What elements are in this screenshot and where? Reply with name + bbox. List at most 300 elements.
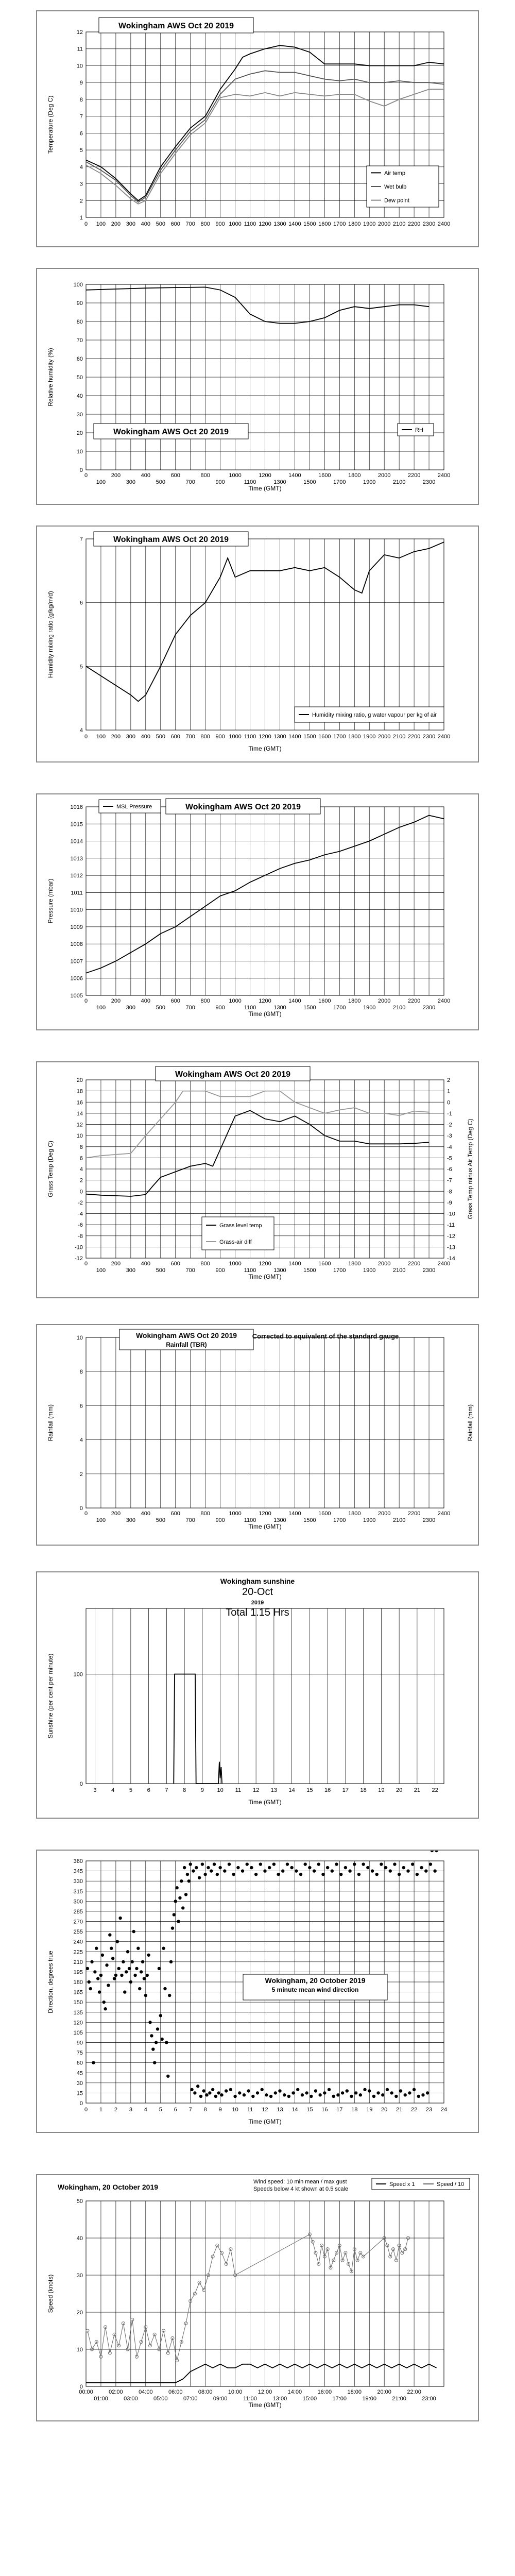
legend-label: Speed / 10 (437, 2181, 465, 2188)
x-tick-label: 2400 (437, 1511, 451, 1517)
data-point (429, 1862, 432, 1866)
x-tick-label: 14 (288, 1787, 295, 1793)
y-tick-label: 1012 (70, 873, 83, 879)
data-point (366, 1866, 369, 1869)
data-point (156, 2027, 159, 2030)
y-tick-label: 8 (79, 1369, 83, 1376)
x-tick-label: 900 (215, 734, 225, 740)
x-tick-label: 17 (342, 1787, 349, 1793)
x-tick-label: 300 (126, 1267, 136, 1274)
y-tick-label: 10 (76, 1133, 83, 1140)
y-tick-label: 20 (76, 2310, 83, 2316)
x-tick-label: 800 (200, 472, 210, 479)
data-point (166, 2075, 169, 2078)
x-axis-title: Time (GMT) (248, 1273, 282, 1280)
chart-title: Wokingham AWS Oct 20 2019 (185, 803, 301, 811)
data-point (199, 2095, 202, 2098)
data-point (420, 1866, 423, 1869)
chart-note-2: Speeds below 4 kt shown at 0.5 scale (253, 2186, 349, 2192)
x-tick-label: 200 (111, 1261, 121, 1267)
data-point (210, 1869, 213, 1872)
data-point (165, 2041, 168, 2044)
pressure-chart (37, 794, 478, 1029)
x-tick-label: 20 (381, 2107, 388, 2113)
x-tick-label: 1900 (363, 1517, 376, 1523)
x-tick-label: 300 (126, 1517, 136, 1523)
y-tick-label: 330 (73, 1878, 83, 1885)
x-tick-label: 600 (170, 1511, 180, 1517)
x-tick-label: 1400 (288, 998, 301, 1004)
x-tick-label: 1600 (318, 1261, 331, 1267)
data-point (143, 1977, 146, 1980)
data-point (394, 2095, 398, 2098)
y-tick-label: -2 (78, 1199, 83, 1206)
data-point (88, 1980, 91, 1984)
x-tick-label: 16 (321, 2107, 328, 2113)
y-tick-label: 1007 (70, 958, 83, 965)
x-tick-label: 8 (203, 2107, 207, 2113)
x-tick-label: 2000 (377, 472, 391, 479)
y-tick-label: 5 (79, 147, 83, 154)
y-tick-label: 360 (73, 1858, 83, 1865)
data-point (362, 1862, 365, 1866)
y-tick-label: 1 (79, 215, 83, 221)
data-point (140, 1970, 143, 1973)
data-point (187, 1879, 191, 1883)
x-tick-label: 2100 (392, 1005, 406, 1011)
x-tick-label: 200 (111, 221, 121, 227)
x-tick-label: 1100 (244, 1517, 256, 1523)
x-tick-label: 1600 (318, 221, 331, 227)
data-point (269, 2095, 272, 2098)
x-tick-label: 0 (84, 998, 88, 1004)
x-tick-label: 5 (129, 1787, 132, 1793)
chart-title: Wokingham sunshine (220, 1577, 295, 1585)
data-point (158, 1967, 161, 1970)
y2-tick-label: 2 (447, 1077, 451, 1083)
data-point (116, 1940, 119, 1943)
x-tick-label: 0 (84, 734, 88, 740)
x-tick-label: 2300 (422, 479, 436, 485)
data-point (384, 1866, 387, 1869)
x-tick-label: 400 (141, 1261, 151, 1267)
data-point (207, 1866, 210, 1869)
y2-tick-label: -6 (447, 1166, 452, 1173)
y-axis-title: Relative humidity (%) (47, 348, 54, 406)
y-tick-label: 1011 (71, 890, 83, 896)
y-tick-label: 7 (79, 113, 83, 120)
y-tick-label: 1010 (70, 907, 83, 913)
y-tick-label: 30 (76, 412, 83, 418)
x-tick-label: 1400 (288, 734, 301, 740)
y-tick-label: -4 (78, 1211, 83, 1217)
x-tick-label: 1800 (348, 734, 361, 740)
data-point (317, 1862, 320, 1866)
data-point (201, 1862, 204, 1866)
y-axis-title: Rainfall (mm) (47, 1404, 54, 1442)
y-tick-label: 1013 (70, 855, 83, 862)
y-tick-label: -12 (75, 1256, 83, 1262)
chart-title: Wokingham AWS Oct 20 2019 (113, 535, 229, 544)
x-tick-label: 4 (111, 1787, 115, 1793)
data-point (168, 1994, 171, 1997)
x-tick-label: 1700 (333, 1267, 346, 1274)
data-point (117, 1967, 121, 1970)
y-tick-label: 135 (73, 2009, 83, 2016)
chart-title: Wokingham AWS Oct 20 2019 (113, 428, 229, 436)
y-tick-label: 8 (79, 1144, 83, 1150)
y-tick-label: 0 (79, 2100, 83, 2107)
x-tick-label: 100 (96, 1267, 106, 1274)
x-tick-label: 12:00 (258, 2389, 272, 2395)
y-axis-title: Speed (knots) (47, 2274, 54, 2313)
data-point (296, 2088, 299, 2091)
x-tick-label: 2100 (392, 1517, 406, 1523)
data-point (153, 2061, 156, 2064)
x-tick-label: 200 (111, 998, 121, 1004)
x-tick-label: 500 (156, 1517, 165, 1523)
data-point (89, 1987, 92, 1990)
y-tick-label: 75 (76, 2050, 83, 2057)
x-tick-label: 1900 (363, 1005, 376, 1011)
y-tick-label: 12 (76, 29, 83, 36)
x-tick-label: 400 (141, 221, 151, 227)
x-tick-label: 1600 (318, 472, 331, 479)
x-tick-label: 16:00 (317, 2389, 332, 2395)
data-point (290, 1866, 293, 1869)
data-point (277, 1873, 280, 1876)
data-point (90, 1960, 93, 1963)
y-tick-label: 12 (76, 1122, 83, 1128)
y-tick-label: 50 (76, 375, 83, 381)
x-tick-label: 400 (141, 998, 151, 1004)
data-point (99, 1974, 102, 1977)
x-tick-label: 1200 (259, 734, 271, 740)
data-point (136, 1947, 140, 1950)
data-point (148, 2021, 151, 2024)
title-box (94, 532, 248, 546)
data-point (236, 1866, 239, 1869)
x-tick-label: 2000 (377, 734, 391, 740)
x-tick-label: 14:00 (287, 2389, 302, 2395)
y-tick-label: 240 (73, 1939, 83, 1945)
chart-date: 20-Oct (242, 1586, 273, 1598)
x-tick-label: 1900 (363, 1267, 376, 1274)
data-point (353, 1862, 356, 1866)
data-point (93, 1970, 96, 1973)
x-tick-label: 1600 (318, 998, 331, 1004)
data-point (180, 1879, 183, 1883)
y-tick-label: 0 (79, 1189, 83, 1195)
legend (367, 166, 439, 207)
x-tick-label: 1100 (244, 1005, 256, 1011)
data-point (128, 1967, 131, 1970)
x-tick-label: 300 (126, 479, 136, 485)
y-axis-title: Sunshine (per cent per minute) (47, 1653, 54, 1739)
legend-label: Wet bulb (384, 184, 407, 190)
x-tick-label: 19:00 (362, 2396, 376, 2402)
x-tick-label: 1300 (273, 479, 286, 485)
data-point (393, 1862, 396, 1866)
x-tick-label: 22 (410, 2107, 418, 2113)
x-tick-label: 1800 (348, 1261, 361, 1267)
data-point (426, 2091, 429, 2094)
y-tick-label: 15 (76, 2090, 83, 2097)
data-point (135, 1967, 138, 1970)
y-tick-label: 345 (73, 1868, 83, 1875)
data-point (250, 1866, 253, 1869)
y-tick-label: 45 (76, 2070, 83, 2077)
data-point (190, 2088, 193, 2091)
x-tick-label: 2300 (422, 1005, 436, 1011)
data-point (113, 1977, 116, 1980)
data-point (195, 1866, 198, 1869)
x-tick-label: 6 (174, 2107, 177, 2113)
data-point (213, 1862, 216, 1866)
x-tick-label: 1000 (229, 472, 242, 479)
x-tick-label: 19 (378, 1787, 385, 1793)
legend (398, 423, 434, 436)
x-tick-label: 19 (366, 2107, 373, 2113)
x-tick-label: 13 (277, 2107, 283, 2113)
x-tick-label: 200 (111, 472, 121, 479)
y-tick-label: 1016 (70, 804, 83, 810)
data-point (359, 2093, 362, 2096)
x-tick-label: 2200 (407, 734, 421, 740)
y-tick-label: 105 (73, 2029, 83, 2036)
y-tick-label: 10 (76, 63, 83, 70)
data-point (344, 1866, 347, 1869)
x-tick-label: 10:00 (228, 2389, 243, 2395)
data-point (354, 2091, 357, 2094)
data-point (228, 1862, 231, 1866)
data-point (263, 1869, 266, 1872)
x-tick-label: 100 (96, 221, 106, 227)
x-tick-label: 1400 (288, 472, 301, 479)
x-tick-label: 10 (217, 1787, 224, 1793)
x-tick-label: 20:00 (377, 2389, 391, 2395)
x-axis-title: Time (GMT) (248, 1799, 282, 1806)
data-point (122, 1960, 125, 1963)
legend-label: Grass-air diff (219, 1239, 252, 1245)
data-point (323, 2091, 326, 2094)
x-tick-label: 1600 (318, 734, 331, 740)
legend (99, 800, 161, 813)
x-tick-label: 300 (126, 1005, 136, 1011)
data-point (404, 2093, 407, 2096)
y-tick-label: 0 (79, 2384, 83, 2390)
x-tick-label: 21 (414, 1787, 420, 1793)
data-point (108, 1933, 111, 1936)
data-point (92, 2061, 95, 2064)
data-point (133, 1974, 136, 1977)
data-point (376, 2091, 380, 2094)
rainfall-chart-panel (36, 1324, 479, 1546)
x-tick-label: 9 (200, 1787, 204, 1793)
data-point (313, 1869, 316, 1872)
x-tick-label: 1700 (333, 1517, 346, 1523)
x-tick-label: 10 (232, 2107, 238, 2113)
x-tick-label: 900 (215, 1005, 225, 1011)
data-point (101, 1954, 104, 1957)
y-tick-label: 60 (76, 356, 83, 362)
y2-tick-label: -4 (447, 1144, 452, 1150)
data-point (238, 2091, 241, 2094)
data-point (173, 1913, 176, 1916)
data-point (402, 1866, 405, 1869)
x-tick-label: 100 (96, 479, 106, 485)
x-tick-label: 400 (141, 472, 151, 479)
data-point (272, 1862, 276, 1866)
data-point (147, 1954, 150, 1957)
data-point (348, 1869, 351, 1872)
y-tick-label: 10 (76, 2347, 83, 2353)
y-tick-label: 60 (76, 2060, 83, 2066)
y-tick-label: 165 (73, 1989, 83, 1996)
x-axis-title: Time (GMT) (248, 2118, 282, 2125)
legend-label: Dew point (384, 197, 409, 204)
x-tick-label: 1100 (244, 479, 256, 485)
x-tick-label: 2200 (407, 221, 421, 227)
data-point (203, 1873, 207, 1876)
x-tick-label: 1200 (259, 1261, 271, 1267)
data-point (411, 1862, 414, 1866)
x-tick-label: 2000 (377, 1511, 391, 1517)
wind-speed-chart-panel (36, 2174, 479, 2421)
data-point (126, 1950, 129, 1953)
data-point (326, 1866, 329, 1869)
legend (372, 2178, 470, 2190)
x-tick-label: 900 (215, 1267, 225, 1274)
data-point (214, 2095, 217, 2098)
x-tick-label: 21 (396, 2107, 403, 2113)
y-tick-label: 100 (73, 1671, 83, 1678)
y-tick-label: 10 (76, 449, 83, 455)
data-point (321, 1873, 324, 1876)
x-tick-label: 12 (253, 1787, 260, 1793)
data-point (86, 1967, 89, 1970)
data-point (192, 1869, 195, 1872)
x-tick-label: 03:00 (124, 2396, 138, 2402)
data-point (105, 1963, 108, 1967)
data-point (229, 2088, 232, 2091)
data-point (287, 2095, 290, 2098)
x-tick-label: 800 (200, 1511, 210, 1517)
data-point (98, 1990, 101, 1993)
x-tick-label: 500 (156, 221, 165, 227)
y-tick-label: 11 (77, 46, 83, 53)
x-tick-label: 2300 (422, 1267, 436, 1274)
data-point (389, 1869, 392, 1872)
data-point (174, 1900, 177, 1903)
y-tick-label: 225 (73, 1949, 83, 1956)
y-tick-label: 6 (79, 130, 83, 137)
data-point (265, 2093, 268, 2096)
x-tick-label: 1000 (229, 1261, 242, 1267)
data-point (189, 1862, 192, 1866)
data-point (162, 1947, 165, 1950)
title-box (166, 799, 320, 814)
y-tick-label: 90 (76, 300, 83, 307)
y2-tick-label: 0 (447, 1099, 451, 1106)
x-tick-label: 1000 (229, 1511, 242, 1517)
x-tick-label: 7 (188, 2107, 192, 2113)
y-tick-label: 0 (79, 467, 83, 473)
x-tick-label: 1200 (259, 1511, 271, 1517)
x-tick-label: 1700 (333, 1005, 346, 1011)
x-tick-label: 04:00 (139, 2389, 153, 2395)
chart-note: Corrected to equivalent of the standard gauge (252, 1332, 399, 1340)
y-tick-label: 1006 (70, 975, 83, 982)
data-point (102, 2001, 106, 2004)
data-point (314, 2089, 317, 2092)
x-tick-label: 2300 (422, 1517, 436, 1523)
data-point (183, 1866, 186, 1869)
data-point (129, 1980, 132, 1984)
x-tick-label: 2300 (422, 221, 436, 227)
y-tick-label: 180 (73, 1979, 83, 1986)
x-tick-label: 7 (165, 1787, 168, 1793)
data-point (243, 2093, 246, 2096)
x-tick-label: 700 (185, 734, 195, 740)
x-tick-label: 11 (247, 2107, 253, 2113)
y2-tick-label: 1 (447, 1088, 451, 1095)
x-tick-label: 1700 (333, 479, 346, 485)
x-tick-label: 700 (185, 479, 195, 485)
legend-label: MSL Pressure (116, 804, 152, 810)
x-tick-label: 2000 (377, 1261, 391, 1267)
x-tick-label: 1300 (273, 1005, 286, 1011)
x-tick-label: 1500 (303, 1005, 316, 1011)
data-point (196, 2084, 199, 2088)
data-point (259, 1862, 262, 1866)
x-tick-label: 2000 (377, 998, 391, 1004)
y-tick-label: 1014 (70, 838, 83, 845)
data-point (163, 1987, 166, 1990)
x-tick-label: 900 (215, 221, 225, 227)
x-tick-label: 11 (235, 1787, 242, 1793)
legend-label: Speed x 1 (389, 2181, 415, 2188)
x-tick-label: 1400 (288, 221, 301, 227)
x-tick-label: 07:00 (183, 2396, 198, 2402)
y-axis-title: Direction, degrees true (47, 1951, 54, 2013)
data-point (363, 2088, 366, 2091)
y-tick-label: 80 (76, 319, 83, 325)
x-tick-label: 15 (306, 2107, 313, 2113)
x-axis-title: Time (GMT) (248, 1523, 282, 1530)
y-tick-label: 10 (76, 1335, 83, 1341)
title-box (243, 1974, 387, 2000)
data-point (278, 2089, 281, 2092)
y-tick-label: 70 (76, 337, 83, 344)
x-tick-label: 100 (96, 1517, 106, 1523)
x-tick-label: 1500 (303, 734, 316, 740)
chart-title: Wokingham, 20 October 2019 (265, 1976, 366, 1985)
y-tick-label: 7 (79, 536, 83, 543)
x-tick-label: 2100 (392, 734, 406, 740)
x-tick-label: 0 (84, 221, 88, 227)
x-tick-label: 09:00 (213, 2396, 228, 2402)
data-point (220, 2093, 223, 2096)
x-axis-title: Time (GMT) (248, 745, 282, 752)
x-tick-label: 1700 (333, 734, 346, 740)
x-tick-label: 8 (183, 1787, 186, 1793)
x-tick-label: 700 (185, 221, 195, 227)
y-tick-label: 18 (76, 1088, 83, 1095)
x-tick-label: 600 (170, 734, 180, 740)
data-point (233, 2095, 236, 2098)
x-tick-label: 1800 (348, 221, 361, 227)
